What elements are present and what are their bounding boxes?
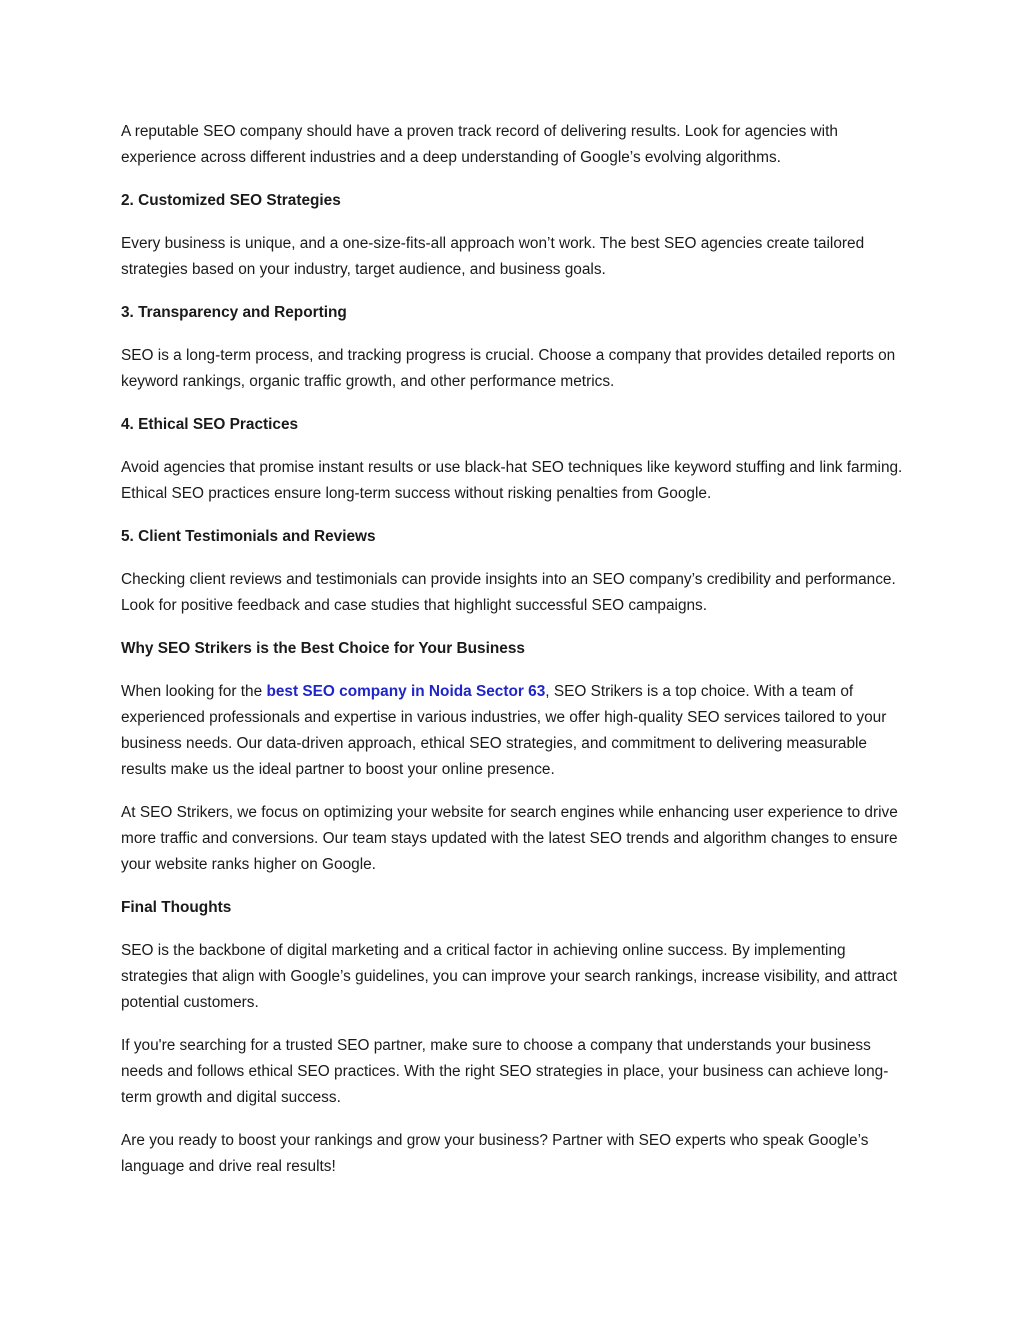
intro-paragraph: A reputable SEO company should have a proven track record of delivering results. Look for agencies with experience across different industries and a deep understanding of Google’s evolving algorithms. [121, 123, 838, 166]
heading-client-testimonials: 5. Client Testimonials and Reviews [121, 528, 376, 545]
transparency-reporting-paragraph: SEO is a long-term process, and tracking progress is crucial. Choose a company that provides detailed reports on keyword rankings, organic traffic growth, and other performance metrics. [121, 347, 896, 390]
customized-strategies-paragraph: Every business is unique, and a one-size-fits-all approach won’t work. The best SEO agencies create tailored strategies based on your industry, target audience, and business goals. [121, 235, 865, 278]
final-thoughts-paragraph-2: If you're searching for a trusted SEO partner, make sure to choose a company that understands your business needs and follows ethical SEO practices. With the right SEO strategies in place, your business can achieve long-term growth and digital success. [121, 1037, 889, 1106]
heading-customized-strategies: 2. Customized SEO Strategies [121, 192, 341, 209]
best-seo-company-link[interactable]: best SEO company in Noida Sector 63 [266, 683, 546, 700]
client-testimonials-paragraph: Checking client reviews and testimonials can provide insights into an SEO company’s credibility and performance. Look for positive feedback and case studies that highlight successful SEO campaigns. [121, 571, 896, 614]
why-text-before-link: When looking for the [121, 683, 267, 700]
why-text-after-link: , SEO Strikers is a top choice. With a team of experienced professionals and expertise in various industries, we offer high-quality SEO services tailored to your business needs. Our data-driven approach, ethical SEO strategies, and commitment to delivering measurable results make us the ideal partner to boost your online presence. [121, 683, 887, 778]
heading-why-seo-strikers: Why SEO Strikers is the Best Choice for Your Business [121, 640, 525, 657]
heading-ethical-practices: 4. Ethical SEO Practices [121, 416, 299, 433]
heading-transparency-reporting: 3. Transparency and Reporting [121, 304, 347, 321]
final-thoughts-paragraph-1: SEO is the backbone of digital marketing and a critical factor in achieving online success. By implementing strategies that align with Google’s guidelines, you can improve your search rankings, increase visibility, and attract potential customers. [121, 942, 898, 1011]
why-seo-strikers-paragraph [121, 679, 911, 783]
heading-final-thoughts: Final Thoughts [121, 899, 232, 916]
ethical-practices-paragraph: Avoid agencies that promise instant results or use black-hat SEO techniques like keyword stuffing and link farming. Ethical SEO practices ensure long-term success without risking penalties from Google. [121, 459, 903, 502]
document-page [121, 119, 911, 1197]
final-thoughts-paragraph-3: Are you ready to boost your rankings and grow your business? Partner with SEO experts who speak Google’s language and drive real results! [121, 1132, 869, 1175]
why-seo-strikers-paragraph-2: At SEO Strikers, we focus on optimizing your website for search engines while enhancing user experience to drive more traffic and conversions. Our team stays updated with the latest SEO trends and algorithm changes to ensure your website ranks higher on Google. [121, 804, 898, 873]
